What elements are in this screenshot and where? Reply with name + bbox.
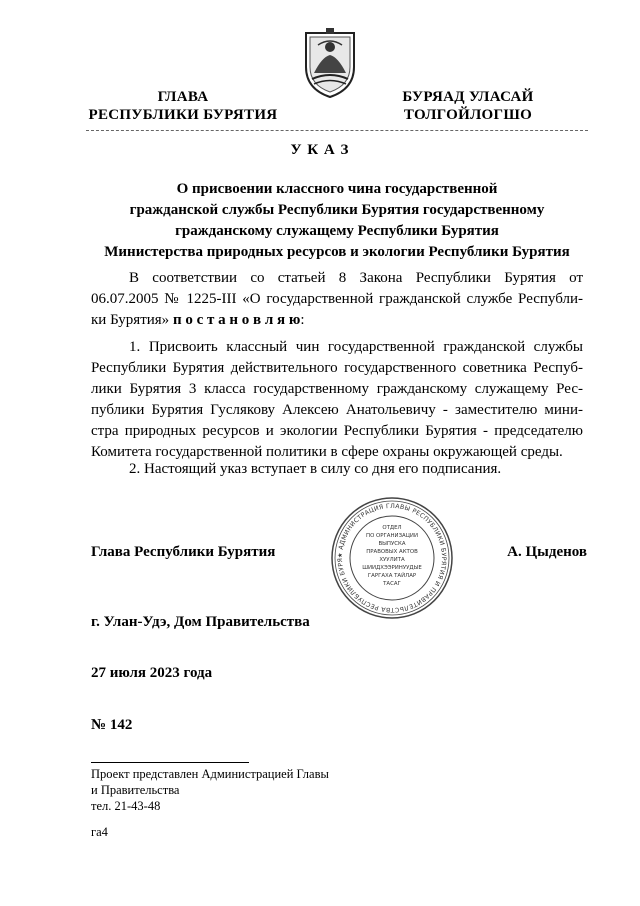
clause-line: публики Бурятия Гуслякову Алексею Анатольевичу - заместителю мини- [91,402,583,418]
clause-line: Комитета государственной политики в сфере охраны окружающей среды. [91,444,563,460]
header-left-line1: ГЛАВА [157,89,209,105]
header-divider [86,130,588,131]
document-code: га4 [91,825,108,839]
stamp-line: ТАСАГ [383,581,401,587]
clause-line: 1. Присвоить классный чин государственной гражданской службы [129,339,583,355]
header-right [384,88,552,124]
svg-text:★ АДМИНИСТРАЦИЯ ГЛАВЫ РЕСПУБЛИ: ★ АДМИНИСТРАЦИЯ ГЛАВЫ РЕСПУБЛИКИ БУРЯТИЯ И ПРАВИТЕЛЬСТВА РЕСПУБЛИКИ БУРЯ [336,502,448,614]
title-line: гражданской службы Республики Бурятия государственному [129,202,545,218]
stamp-line: ХУУЛИТА [379,557,405,563]
stamp-line: ОТДЕЛ [382,525,402,531]
title-line: Министерства природных ресурсов и экологии Республики Бурятия [104,244,570,260]
footnote [91,766,329,814]
header-right-line2: ТОЛГОЙЛОГШО [403,107,533,123]
clause-2: 2. Настоящий указ вступает в силу со дня его подписания. [129,461,502,477]
stamp-center-text [360,524,424,588]
stamp-line: ПО ОРГАНИЗАЦИИ [366,533,418,539]
signing-place: г. Улан-Удэ, Дом Правительства [91,614,310,630]
preamble-line: 06.07.2005 № 1225-III «О государственной гражданской службе Республи- [91,291,583,307]
coat-of-arms-emblem [300,27,360,99]
header-left [88,88,278,124]
preamble-text: ки Бурятия» [91,312,173,328]
preamble-colon: : [300,312,305,328]
footnote-rule [91,762,249,763]
stamp-line: ШИИДХЭЭРИНУУДЫЕ [362,565,422,571]
stamp-line: ПРАВОВЫХ АКТОВ [366,549,418,555]
footnote-line: тел. 21-43-48 [91,799,161,813]
stamp-line: ГАРГАХА ТАЙЛАР [367,573,417,579]
header-left-line2: РЕСПУБЛИКИ БУРЯТИЯ [88,107,278,123]
decree-keyword: п о с т а н о в л я ю [172,312,301,328]
footnote-line: Проект представлен Администрацией Главы [91,767,329,781]
stamp-line: ВЫПУСКА [378,541,406,547]
doc-type-heading: У К А З [290,142,350,158]
preamble [91,268,583,331]
signatory-position: Глава Республики Бурятия [91,544,276,560]
signing-date: 27 июля 2023 года [91,665,213,681]
title-line: О присвоении классного чина государственной [176,181,498,197]
header-right-line1: БУРЯАД УЛАСАЙ [402,89,534,105]
decree-number: № 142 [91,717,133,733]
clause-1 [91,337,583,463]
footnote-line: и Правительства [91,783,180,797]
clause-line: лики Бурятия 3 класса государственному гражданскому служащему Рес- [91,381,583,397]
title-line: гражданскому служащему Республики Бурятия [175,223,499,239]
signatory-name: А. Цыденов [507,544,587,560]
clause-line: стра природных ресурсов и экологии Республики Бурятия - председателю [91,423,583,439]
preamble-line [91,310,583,331]
decree-title [86,179,588,263]
clause-line: Республики Бурятия действительного государственного советника Респуб- [91,360,583,376]
official-seal-stamp [330,496,454,620]
preamble-line: В соответствии со статьей 8 Закона Республики Бурятия от [129,270,583,286]
